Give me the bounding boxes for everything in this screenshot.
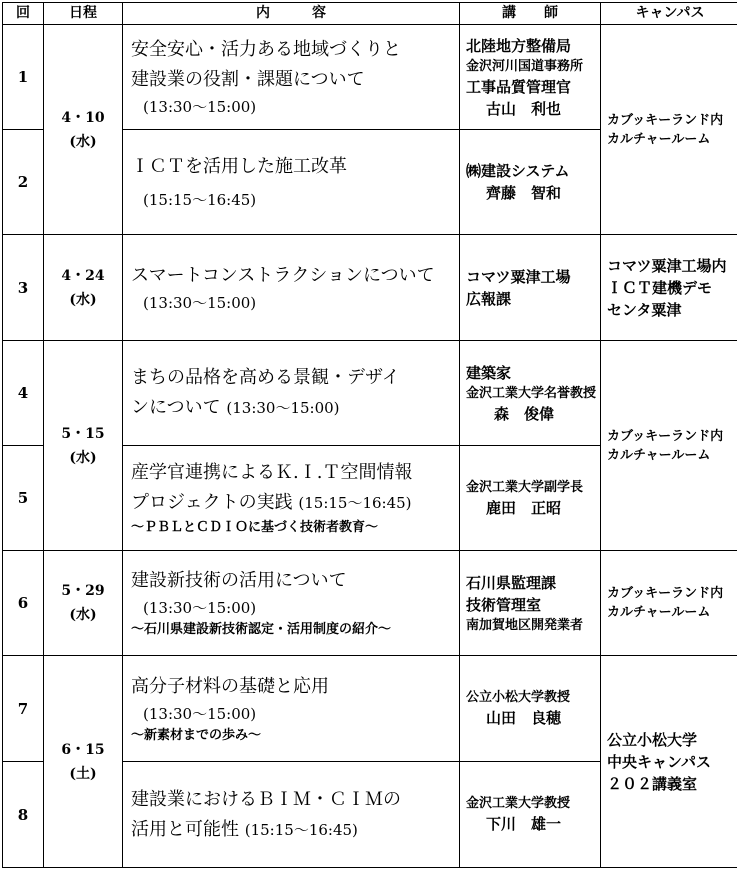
lecturer-title: 工事品質管理官	[466, 77, 572, 96]
campus-line: カルチャールーム	[607, 131, 711, 147]
campus-line: 公立小松大学	[607, 730, 698, 749]
lecturer-name: 山田 良穂	[486, 709, 562, 727]
date-weekday: (土)	[69, 765, 97, 782]
date-month-day: 5・29	[61, 583, 105, 599]
lecturer-org: 北陸地方整備局	[466, 36, 572, 55]
campus	[601, 656, 737, 868]
lecturer-title: 金沢工業大学副学長	[466, 479, 584, 495]
campus-line: カブッキーランド内	[607, 428, 724, 444]
session-title-line	[131, 815, 459, 845]
session-time: (13:30～15:00)	[226, 399, 340, 417]
campus-line: カルチャールーム	[607, 447, 711, 463]
campus	[601, 25, 737, 235]
session-time: (13:30～15:00)	[143, 293, 257, 312]
session-date	[44, 551, 123, 656]
lecturer-org: 石川県監理課	[466, 573, 557, 592]
session-title: 高分子材料の基礎と応用	[131, 675, 329, 697]
session-number: 3	[3, 235, 44, 341]
session-subtitle: ～新素材までの歩み～	[131, 727, 262, 743]
lecturer	[460, 130, 601, 235]
lecturer	[460, 341, 601, 446]
session-number: 1	[3, 25, 44, 130]
lecturer-org: コマツ粟津工場	[466, 267, 571, 286]
table-row	[3, 656, 737, 762]
session-time: (15:15～16:45)	[143, 191, 257, 209]
campus-line: カブッキーランド内	[607, 112, 724, 128]
session-title: 産学官連携によるＫ.Ｉ.Ｔ空間情報	[131, 462, 413, 483]
session-time: (13:30～15:00)	[143, 704, 257, 723]
header-date: 日程	[44, 3, 123, 25]
date-weekday: (水)	[69, 133, 97, 150]
session-title-line	[131, 393, 459, 423]
lecturer	[460, 446, 601, 551]
lecturer	[460, 25, 601, 130]
date-weekday: (水)	[69, 449, 97, 466]
session-title: プロジェクトの実践	[131, 492, 293, 513]
session-time: (15:15～16:45)	[298, 494, 412, 512]
header-campus: キャンパス	[601, 3, 737, 25]
campus	[601, 341, 737, 551]
session-subtitle: ～石川県建設新技術認定・活用制度の紹介～	[131, 622, 392, 637]
session-content	[123, 446, 460, 551]
session-date	[44, 235, 123, 341]
session-content	[123, 25, 460, 130]
header-lecturer: 講 師	[460, 3, 601, 25]
date-month-day: 4・24	[61, 267, 105, 284]
table-row	[3, 341, 737, 446]
header-content: 内 容	[123, 3, 460, 25]
session-title: 安全安心・活力ある地域づくりと	[131, 39, 401, 60]
lecturer-org: ㈱建設システム	[466, 162, 570, 180]
session-title: 建設業におけるＢＩＭ・ＣＩＭの	[131, 788, 401, 810]
session-title: まちの品格を高める景観・デザイ	[131, 367, 400, 388]
session-time: (13:30～15:00)	[143, 98, 257, 116]
lecturer	[460, 235, 601, 341]
campus-line: コマツ粟津工場内	[607, 256, 727, 275]
session-title: 活用と可能性	[131, 818, 239, 840]
table-row	[3, 551, 737, 656]
campus-line: ２０２講義室	[607, 774, 698, 793]
campus-line: カブッキーランド内	[607, 586, 724, 601]
lecturer	[460, 762, 601, 868]
lecturer-dept: 南加賀地区開発業者	[466, 617, 584, 633]
date-weekday: (水)	[69, 607, 97, 623]
date-weekday: (水)	[69, 291, 97, 308]
session-subtitle: ～ＰＢＬとＣＤＩＯに基づく技術者教育～	[131, 520, 379, 535]
session-title: 建設業の役割・課題について	[131, 69, 365, 90]
campus-line: カルチャールーム	[607, 605, 711, 620]
header-no: 回	[3, 3, 44, 25]
session-title-line	[131, 488, 459, 518]
campus-line: 中央キャンパス	[607, 752, 711, 771]
campus	[601, 235, 737, 341]
lecturer-org: 金沢工業大学名誉教授	[466, 385, 597, 401]
lecturer-title: 建築家	[466, 363, 512, 382]
lecturer	[460, 551, 601, 656]
session-content	[123, 551, 460, 656]
session-title: ＩＣＴを活用した施工改革	[131, 156, 347, 177]
session-number: 5	[3, 446, 44, 551]
campus-line: ＩＣＴ建機デモ	[607, 278, 713, 297]
lecturer-title: 公立小松大学教授	[466, 690, 571, 705]
lecturer-name: 古山 利也	[486, 99, 562, 118]
session-date	[44, 341, 123, 551]
lecturer-org: 金沢河川国道事務所	[466, 58, 584, 74]
campus	[601, 551, 737, 656]
session-number: 8	[3, 762, 44, 868]
session-date	[44, 656, 123, 868]
session-title: スマートコンストラクションについて	[131, 264, 435, 286]
date-month-day: 4・10	[61, 109, 105, 126]
session-time: (15:15～16:45)	[244, 820, 358, 839]
session-date	[44, 25, 123, 235]
session-title: 建設新技術の活用について	[131, 570, 347, 591]
session-number: 6	[3, 551, 44, 656]
lecturer-name: 齊藤 智和	[486, 184, 562, 202]
lecturer-title: 金沢工業大学教授	[466, 796, 571, 811]
lecturer-name: 森 俊偉	[494, 404, 555, 423]
date-month-day: 5・15	[61, 425, 105, 442]
session-content	[123, 130, 460, 235]
session-content	[123, 341, 460, 446]
lecturer	[460, 656, 601, 762]
session-title: ンについて	[131, 397, 221, 418]
date-month-day: 6・15	[61, 741, 105, 758]
session-content	[123, 235, 460, 341]
session-time: (13:30～15:00)	[143, 599, 257, 617]
table-row	[3, 25, 737, 130]
table-row	[3, 235, 737, 341]
campus-line: センタ粟津	[607, 300, 682, 319]
lecturer-dept: 技術管理室	[466, 595, 542, 614]
lecturer-name: 鹿田 正昭	[486, 498, 562, 517]
session-number: 4	[3, 341, 44, 446]
lecturer-dept: 広報課	[466, 289, 512, 308]
session-number: 7	[3, 656, 44, 762]
header-row	[3, 3, 737, 25]
session-content	[123, 762, 460, 868]
session-content	[123, 656, 460, 762]
session-number: 2	[3, 130, 44, 235]
lecturer-name: 下川 雄一	[486, 815, 562, 833]
lecture-schedule-table	[2, 2, 737, 868]
